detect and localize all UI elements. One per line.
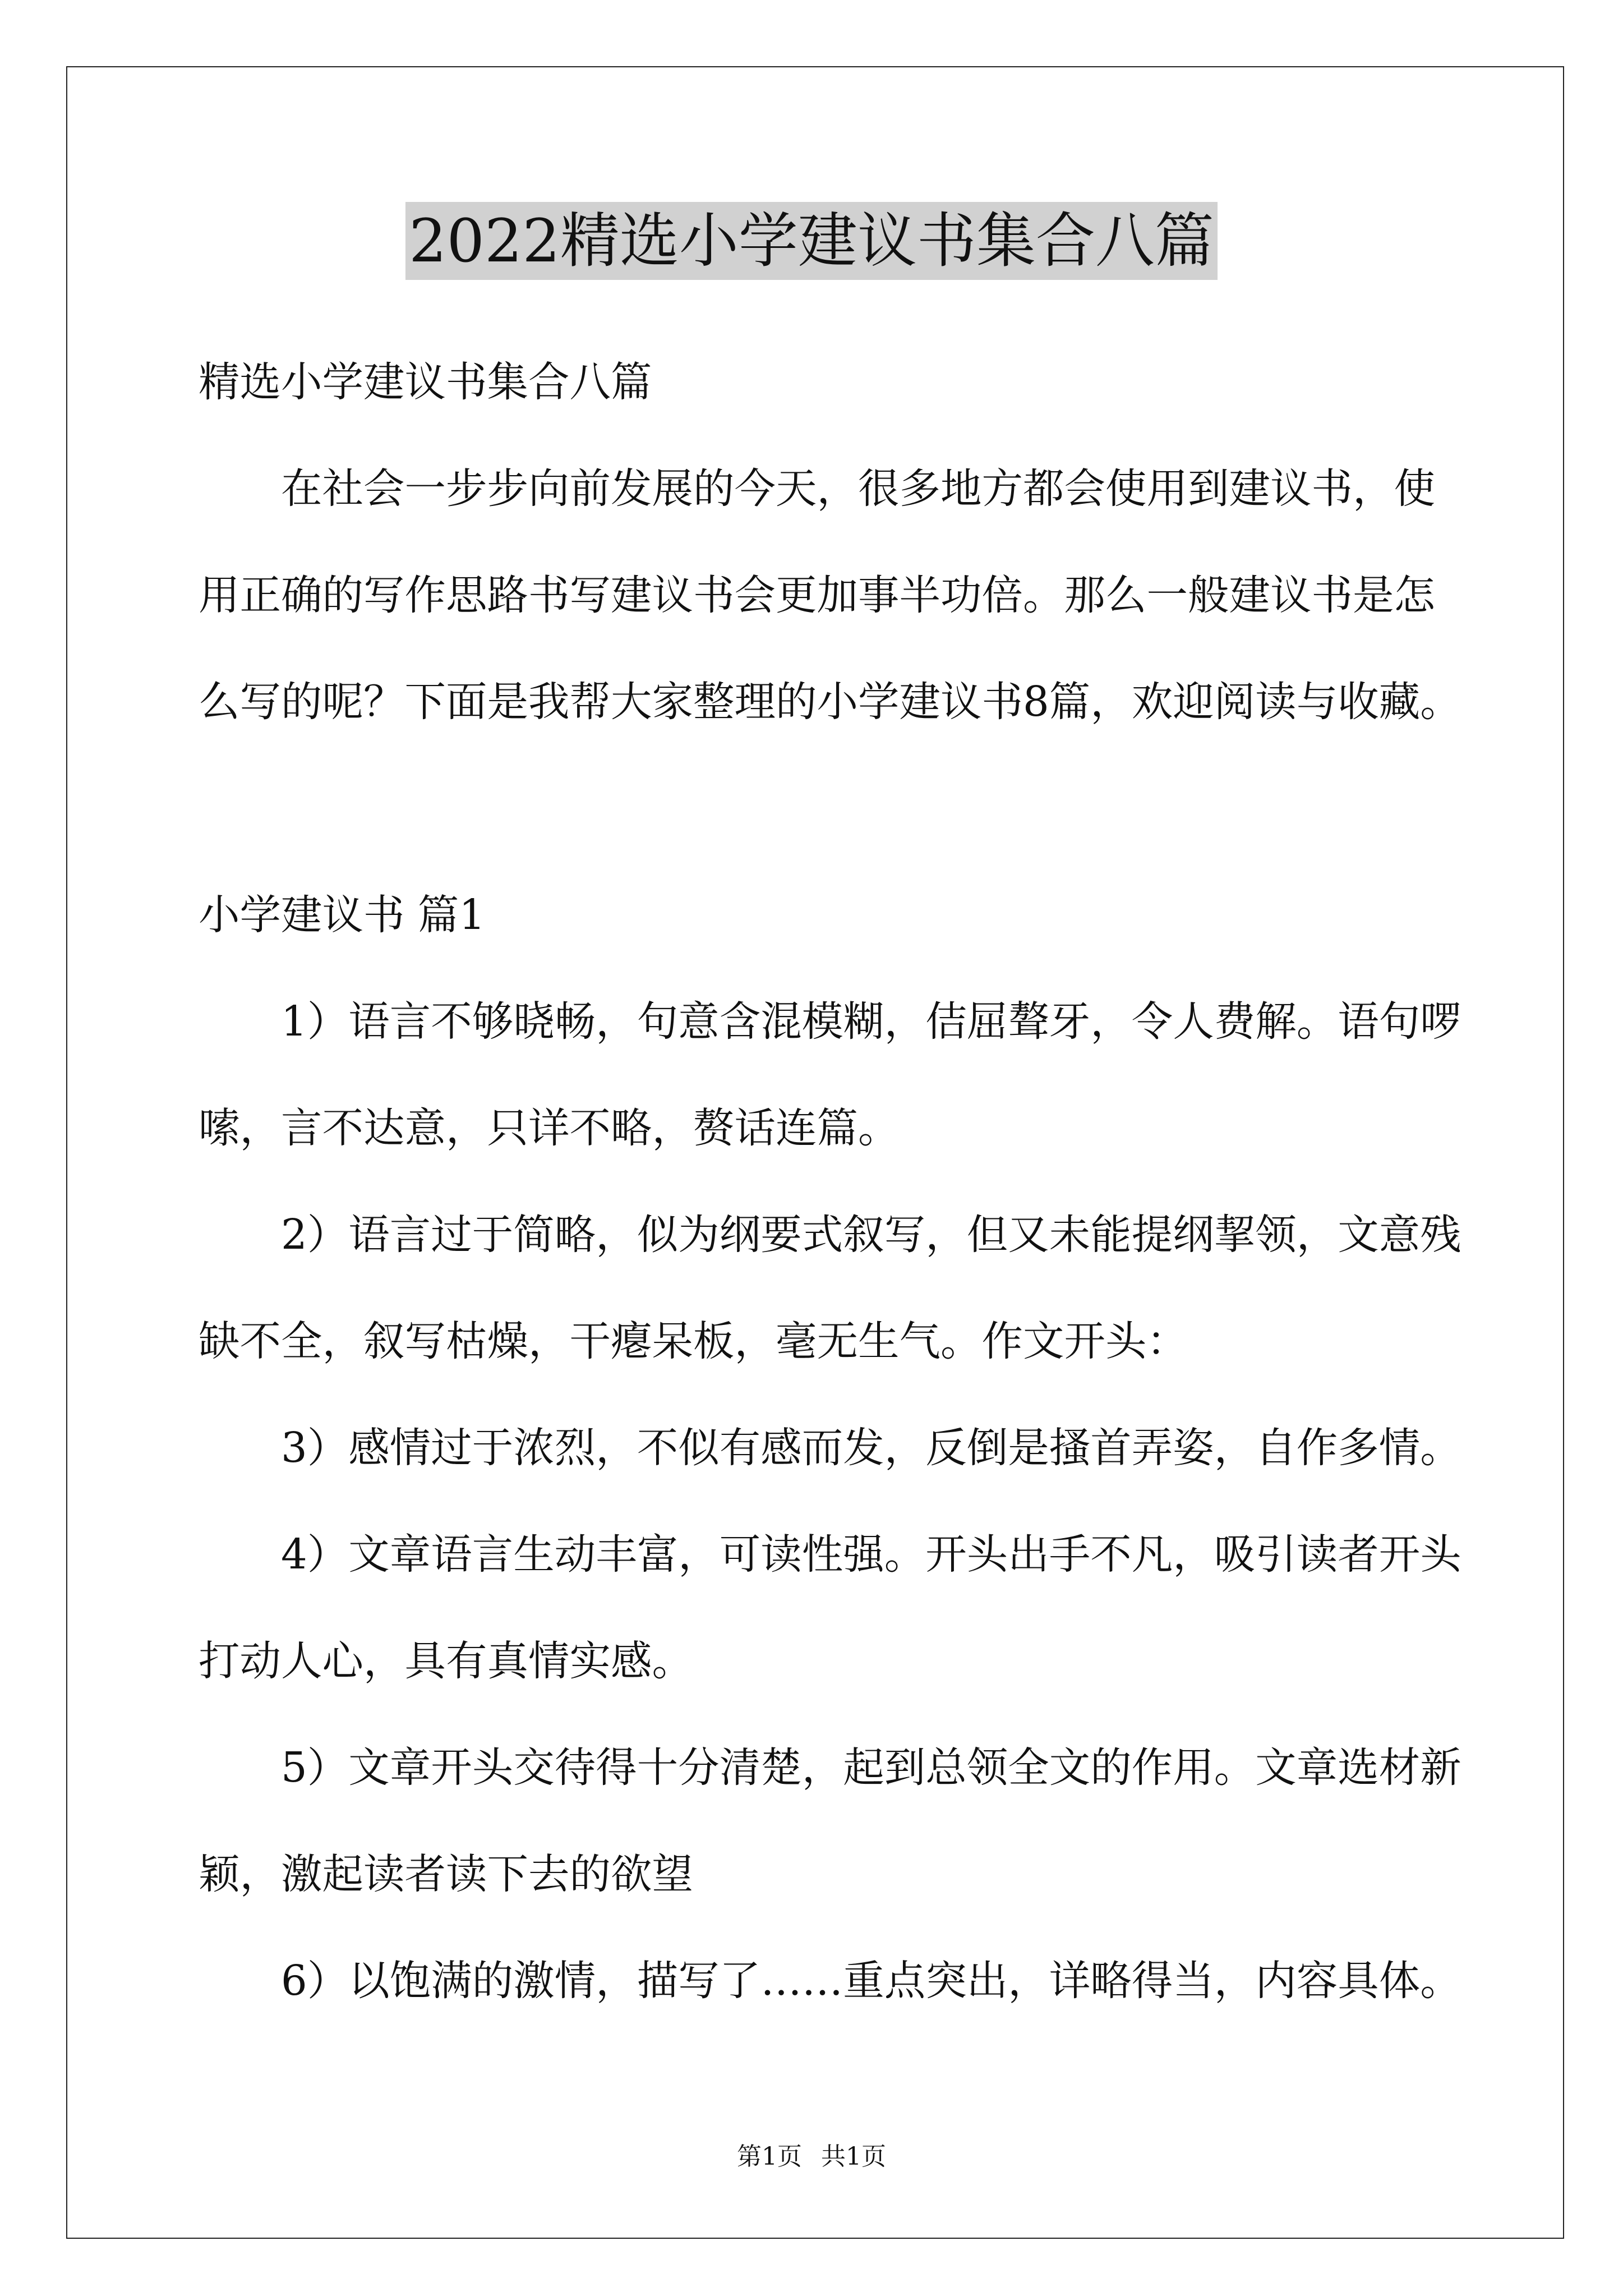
item-3	[199, 1395, 1544, 1502]
item-line: 3）感情过于浓烈，不似有感而发，反倒是搔首弄姿，自作多情。	[281, 1424, 1461, 1472]
document-body	[199, 329, 1544, 2035]
intro-line: 么写的呢？下面是我帮大家整理的小学建议书8篇，欢迎阅读与收藏。	[199, 678, 1461, 726]
item-line: 5）文章开头交待得十分清楚，起到总领全文的作用。文章选材新	[281, 1744, 1461, 1792]
item-line: 4）文章语言生动丰富，可读性强。开头出手不凡，吸引读者开头	[281, 1531, 1461, 1579]
item-line: 6）以饱满的激情，描写了……重点突出，详略得当，内容具体。	[281, 1957, 1461, 2005]
item-1	[199, 969, 1544, 1182]
intro-paragraph	[199, 436, 1544, 756]
section-heading: 小学建议书 篇1	[199, 891, 486, 939]
intro-line: 在社会一步步向前发展的今天，很多地方都会使用到建议书，使	[281, 465, 1435, 513]
item-6	[199, 1928, 1544, 2035]
item-5	[199, 1715, 1544, 1928]
item-4	[199, 1502, 1544, 1715]
item-line: 1）语言不够晓畅，句意含混模糊，佶屈聱牙，令人费解。语句啰	[281, 998, 1461, 1046]
item-line: 颖，激起读者读下去的欲望	[199, 1851, 693, 1898]
item-2	[199, 1182, 1544, 1395]
item-line: 嗦，言不达意，只详不略，赘话连篇。	[199, 1105, 900, 1152]
page-footer: 第1页 共1页	[737, 2142, 886, 2171]
document-title: 2022精选小学建议书集合八篇	[405, 202, 1218, 280]
intro-line: 用正确的写作思路书写建议书会更加事半功倍。那么一般建议书是怎	[199, 572, 1435, 619]
item-line: 缺不全，叙写枯燥，干瘪呆板，毫无生气。作文开头：	[199, 1318, 1188, 1365]
item-line: 打动人心，具有真情实感。	[199, 1637, 693, 1685]
title-container	[0, 202, 1623, 280]
blank-line	[199, 756, 1544, 862]
subtitle: 精选小学建议书集合八篇	[199, 358, 652, 406]
item-line: 2）语言过于简略，似为纲要式叙写，但又未能提纲挈领，文意残	[281, 1211, 1461, 1259]
